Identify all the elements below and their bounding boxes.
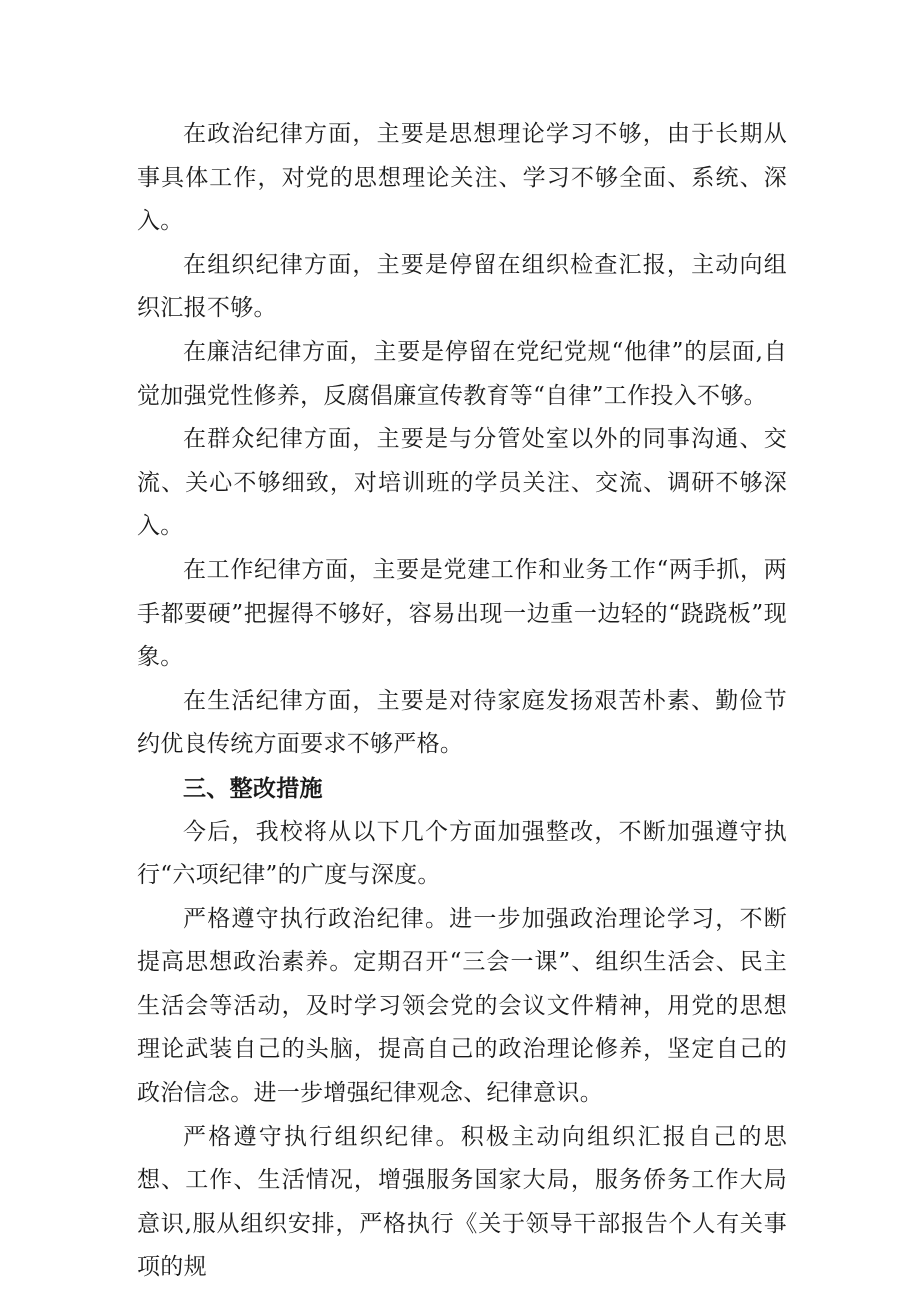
section-heading: 三、整改措施: [183, 774, 323, 802]
document-body: [137, 113, 787, 1290]
paragraph-life-discipline: 在生活纪律方面，主要是对待家庭发扬艰苦朴素、勤俭节约优良传统方面要求不够严格。: [137, 687, 787, 758]
paragraph-organizational-measures: 严格遵守执行组织纪律。积极主动向组织汇报自己的思想、工作、生活情况，增强服务国家大局，服务侨务工作大局意识,服从组织安排，严格执行《关于领导干部报告个人有关事项的规: [137, 1123, 787, 1281]
paragraph-mass-discipline: 在群众纪律方面，主要是与分管处室以外的同事沟通、交流、关心不够细致，对培训班的学员关注、交流、调研不够深入。: [137, 426, 787, 540]
paragraph-rectification-intro: 今后，我校将从以下几个方面加强整改，不断加强遵守执行“六项纪律”的广度与深度。: [137, 818, 787, 889]
paragraph-political-measures: 严格遵守执行政治纪律。进一步加强政治理论学习，不断提高思想政治素养。定期召开“三会一课”、组织生活会、民主生活会等活动，及时学习领会党的会议文件精神，用党的思想理论武装自己的头脑，提高自己的政治理论修养，坚定自己的政治信念。进一步增强纪律观念、纪律意识。: [137, 905, 787, 1107]
paragraph-work-discipline: 在工作纪律方面，主要是党建工作和业务工作“两手抓，两手都要硬”把握得不够好，容易出现一边重一边轻的“跷跷板”现象。: [137, 556, 787, 671]
paragraph-integrity-discipline: 在廉洁纪律方面，主要是停留在党纪党规“他律”的层面,自觉加强党性修养，反腐倡廉宣传教育等“自律”工作投入不够。: [137, 338, 787, 409]
paragraph-political-discipline: 在政治纪律方面，主要是思想理论学习不够，由于长期从事具体工作，对党的思想理论关注、学习不够全面、系统、深入。: [137, 121, 787, 235]
paragraph-organizational-discipline: 在组织纪律方面，主要是停留在组织检查汇报，主动向组织汇报不够。: [137, 251, 787, 322]
